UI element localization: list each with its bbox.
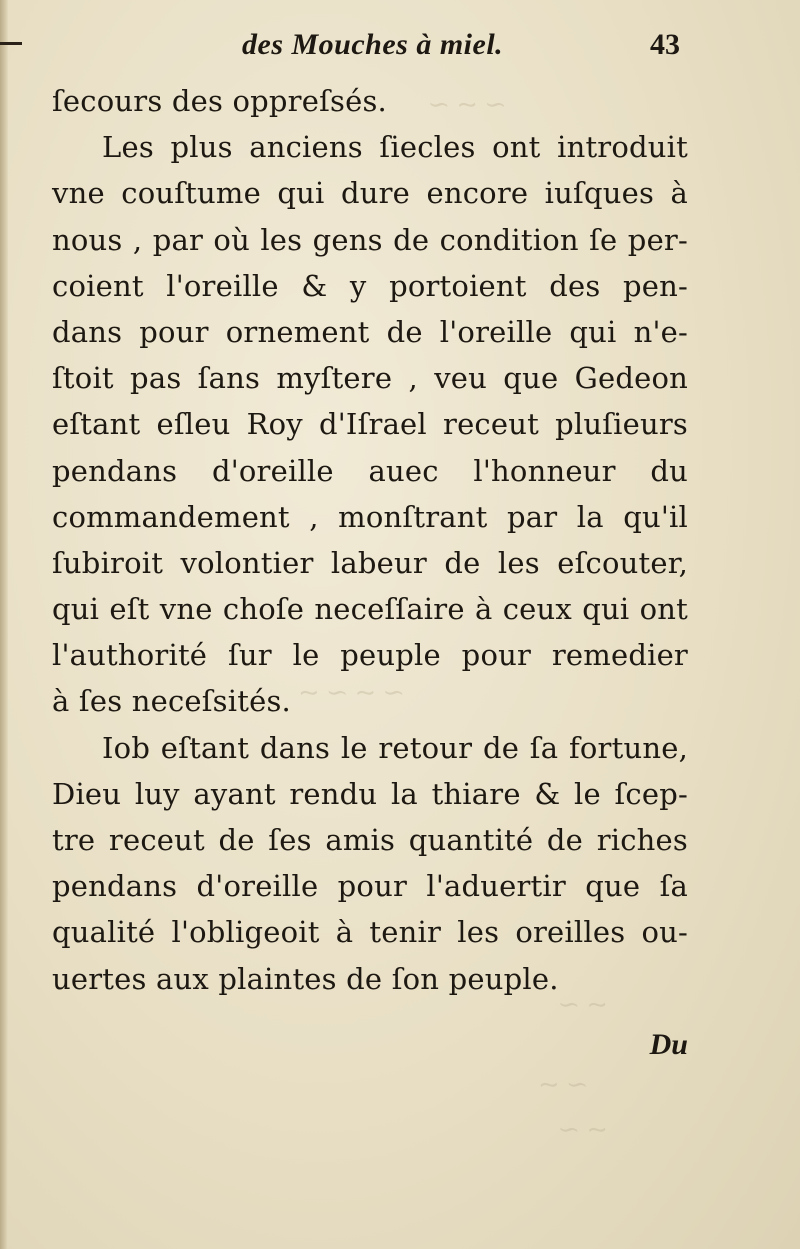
show-through-ink: ∽ ∼ (560, 1115, 611, 1144)
paragraph-last-line: à ſes neceſsités. (52, 684, 291, 719)
text-line: pendans d'oreille pour l'aduertir que ſa (52, 869, 688, 904)
show-through-ink: ∼ ∽ ∼ (430, 90, 509, 119)
text-line: ſecours des oppreſsés. (52, 84, 387, 118)
text-line: commandement , monſtrant par la qu'il (52, 499, 688, 534)
text-line: nous , par où les gens de condition ſe per- (52, 222, 688, 257)
text-line: ſtoit pas ſans myſtere , veu que Gedeon (52, 361, 688, 396)
text-line: qualité l'obligeoit à tenir les oreilles ou- (52, 915, 688, 950)
text-line: Dieu luy ayant rendu la thiare & le ſcep- (52, 776, 688, 811)
text-line: ſubiroit volontier labeur de les eſcouter, (52, 545, 688, 580)
text-line: tre receut de ſes amis quantité de riches (52, 823, 688, 857)
text-line: eſtant eſleu Roy d'Iſrael receut pluſieurs (52, 407, 688, 442)
catchword: Du (649, 1028, 688, 1061)
text-line: dans pour ornement de l'oreille qui n'e- (52, 314, 688, 349)
page-number: 43 (650, 28, 680, 61)
show-through-ink: ∼ ∽ ∼ ∽ (300, 678, 407, 707)
text-line: coient l'oreille & y portoient des pen- (52, 268, 688, 303)
gutter-mark (0, 42, 22, 45)
paragraph-last-line: uertes aux plaintes de ſon peuple. (52, 961, 559, 996)
page-header (52, 28, 688, 78)
show-through-ink: ∼ ∽ (540, 1070, 591, 1099)
text-line: qui eſt vne choſe neceſſaire à ceux qui ont (52, 592, 688, 627)
page-gutter-edge (0, 0, 8, 1249)
paragraph-first-line: Iob eſtant dans le retour de ſa fortune, (102, 730, 688, 765)
show-through-ink: ∽ ∼ (560, 990, 611, 1019)
paragraph-first-line: Les plus anciens ſiecles ont introduit (102, 130, 688, 165)
text-line: pendans d'oreille auec l'honneur du (52, 453, 688, 488)
running-head: des Mouches à miel. (242, 28, 504, 61)
text-line: vne couſtume qui dure encore iuſques à (52, 176, 688, 211)
text-line: l'authorité ſur le peuple pour remedier (52, 638, 688, 673)
text-block (52, 28, 688, 1061)
